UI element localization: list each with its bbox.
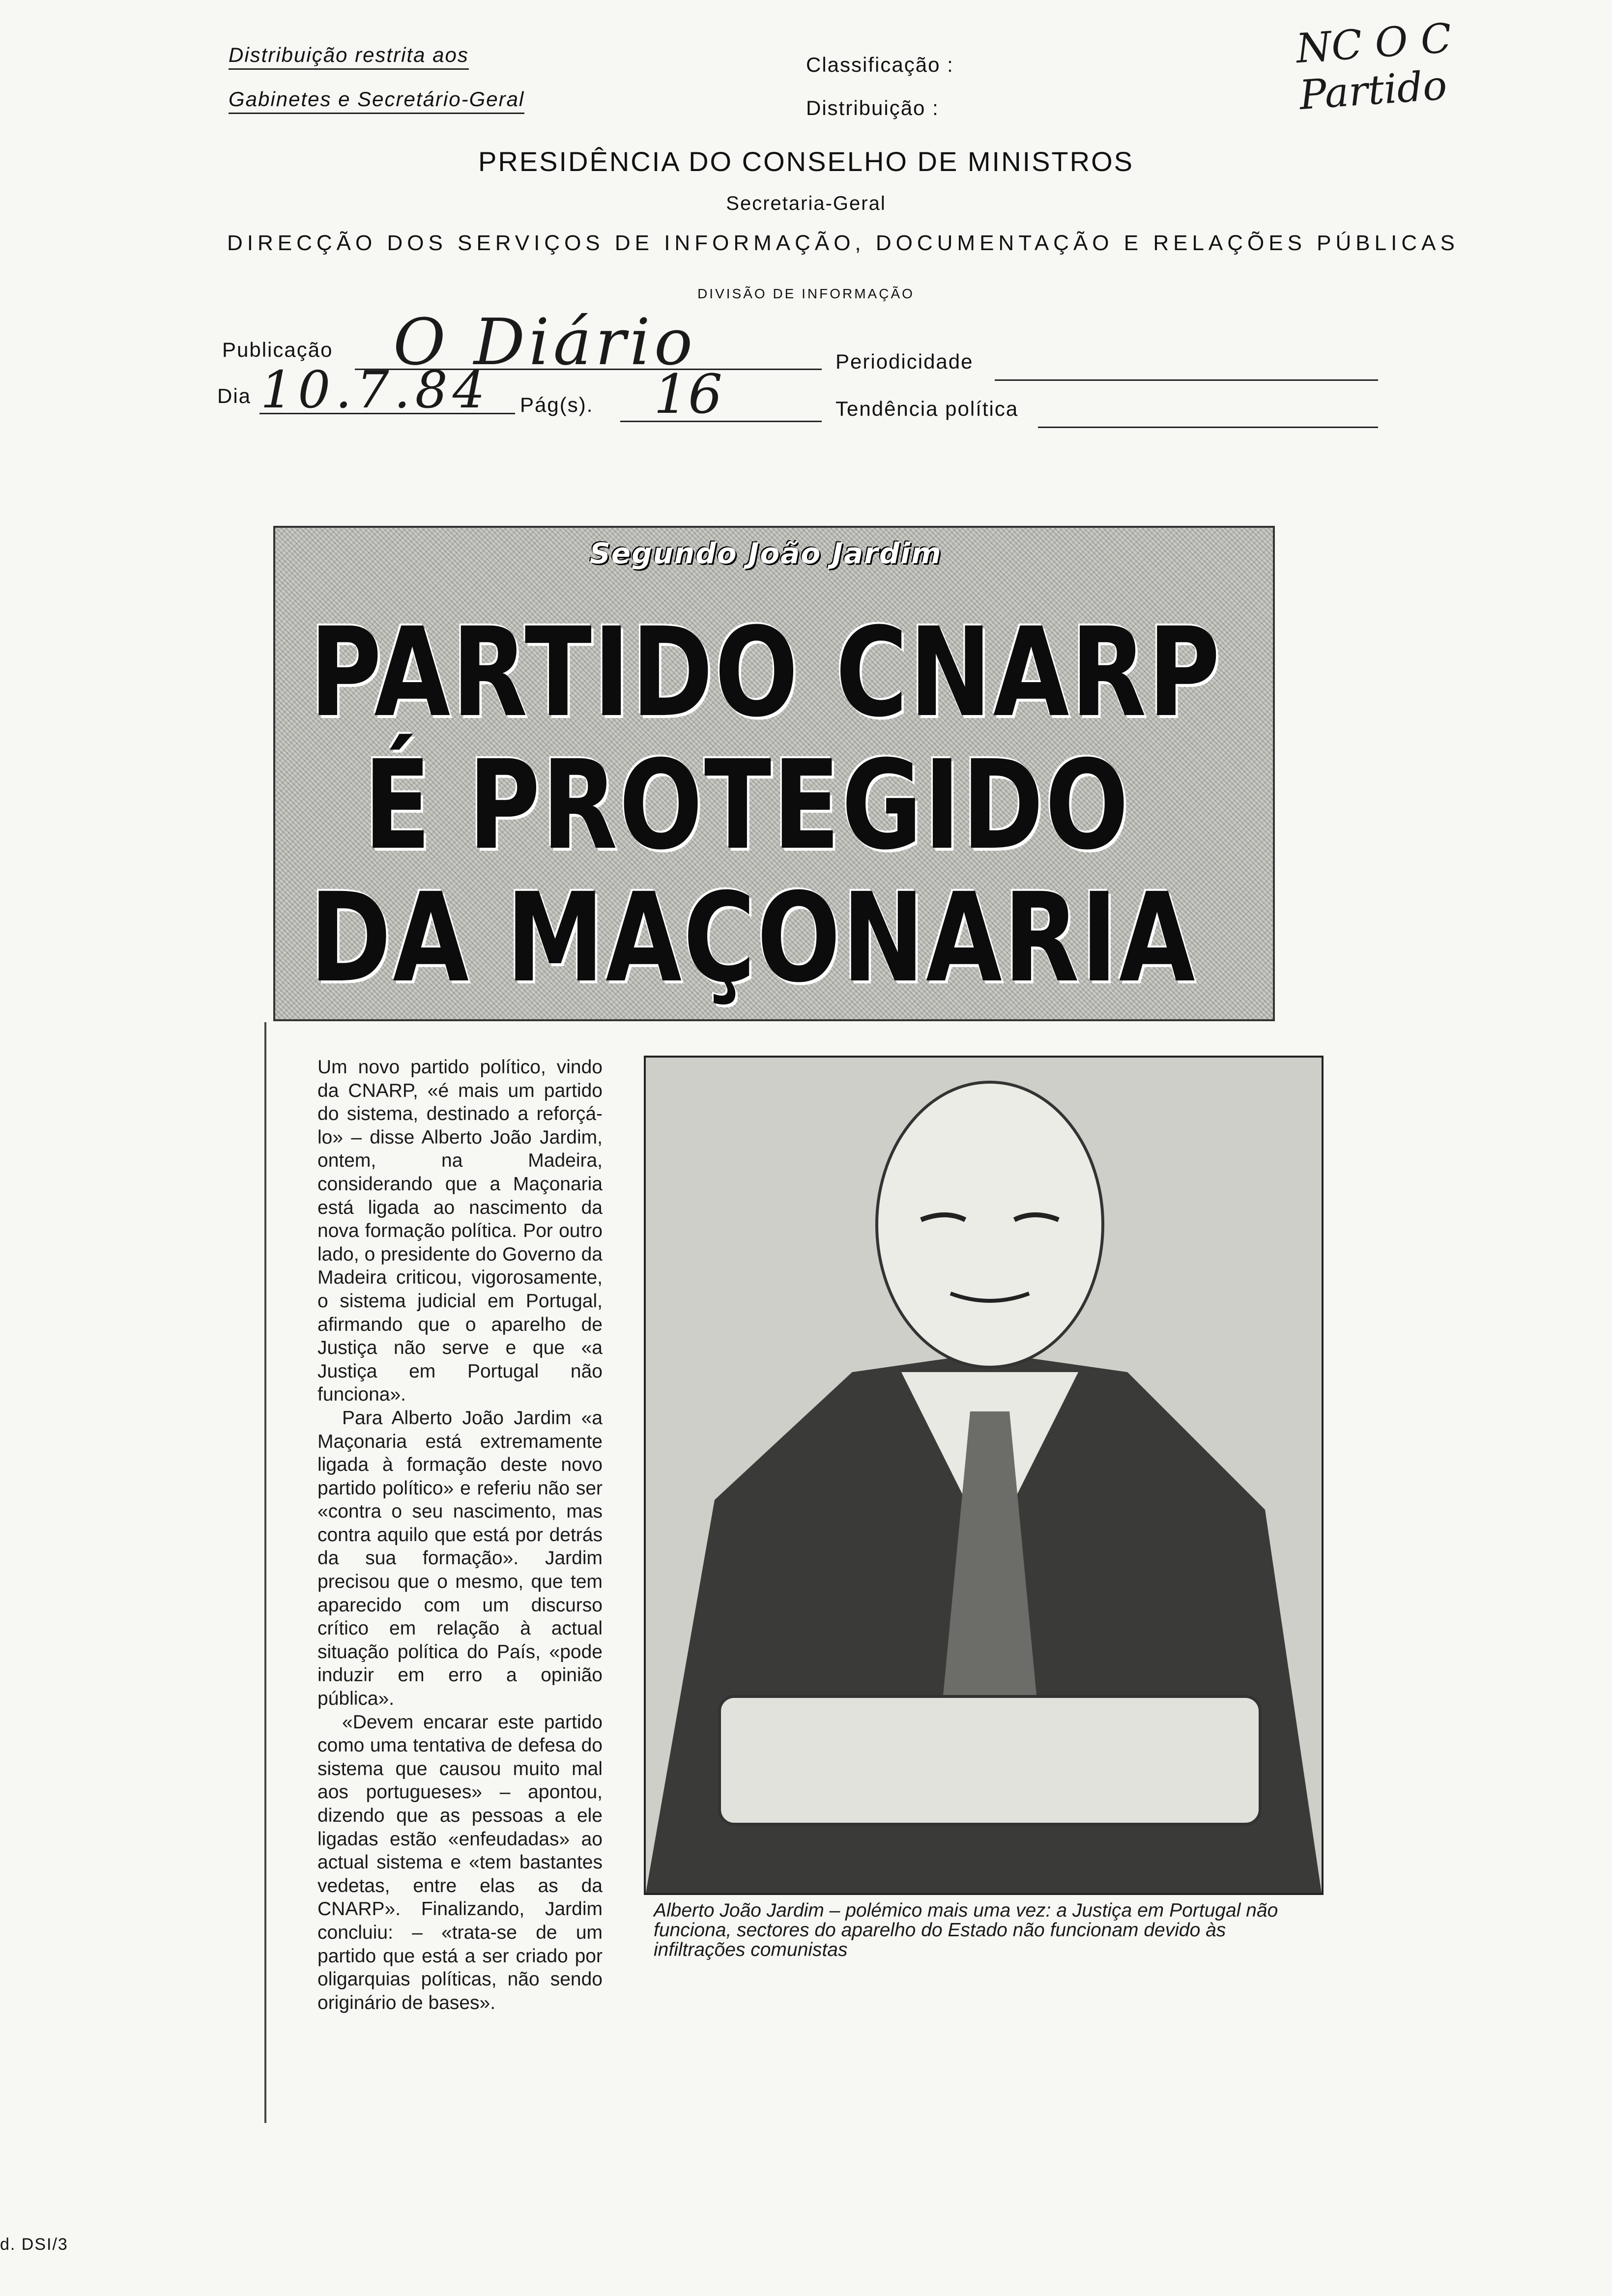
day-value: 10.7.84 — [260, 360, 490, 420]
periodicity-line — [995, 379, 1378, 381]
article-paragraph-2: Para Alberto João Jardim «a Maçonaria está extremamente ligada à formação deste novo partido político» e referiu não ser «contra o seu nascimento, mas contra aquilo que está por detrás da sua formação». Jardim precisou que o mesmo, que tem aparecido com um discurso crítico em relação à actual situação política do País, «pode induzir em erro a opinião pública». — [317, 1407, 603, 1710]
pages-value: 16 — [654, 363, 722, 426]
publication-value: O Diário — [393, 305, 697, 379]
day-label: Dia — [217, 384, 252, 407]
handwritten-note: NC O C Partido — [1295, 15, 1453, 119]
periodicity-label: Periodicidade — [835, 350, 974, 373]
kicker: Segundo João Jardim — [590, 537, 942, 570]
distribution-label: Distribuição : — [806, 96, 939, 119]
portrait-illustration — [646, 1058, 1322, 1893]
directorate-title: DIRECÇÃO DOS SERVIÇOS DE INFORMAÇÃO, DOCUMENTAÇÃO E RELAÇÕES PÚBLICAS — [227, 231, 1459, 255]
photo-alberto-joao-jardim — [644, 1056, 1324, 1895]
publication-label: Publicação — [222, 338, 333, 361]
pages-label: Pág(s). — [520, 393, 594, 416]
headline-box — [273, 526, 1275, 1021]
photo-caption: Alberto João Jardim – polémico mais uma vez: a Justiça em Portugal não funciona, sectores do aparelho do Estado não funcionam devido às infiltrações comunistas — [654, 1900, 1278, 1960]
headline-line-1: PARTIDO CNARP — [310, 601, 1222, 744]
article-paragraph-1: Um novo partido político, vindo da CNARP, «é mais um partido do sistema, destinado a reforçá-lo» – disse Alberto João Jardim, ontem, na Madeira, considerando que a Maçonaria está ligada ao nascimento da nova formação política. Por outro lado, o presidente do Governo da Madeira criticou, vigorosamente, o sistema judicial em Portugal, afirmando que o aparelho de Justiça não serve e que «a Justiça em Portugal não funciona». — [317, 1057, 603, 1406]
division-title: DIVISÃO DE INFORMAÇÃO — [697, 286, 915, 301]
column-rule — [264, 1022, 266, 2123]
form-code: d. DSI/3 — [0, 2235, 68, 2254]
article-paragraph-3: «Devem encarar este partido como uma tentativa de defesa do sistema que causou muito mal aos portugueses» – apontou, dizendo que as pessoas a ele ligadas estão «enfeudadas» ao actual sistema e «tem bastantes vedetas, entre elas as da CNARP». Finalizando, Jardim concluiu: – «trata-se de um partido que está a ser criado por oligarquias políticas, não sendo originário de bases». — [317, 1711, 603, 2013]
headline-line-3: DA MAÇONARIA — [310, 866, 1197, 1009]
secretariat-subtitle: Secretaria-Geral — [726, 193, 886, 214]
distribution-restriction-line2: Gabinetes e Secretário-Geral — [229, 87, 524, 111]
headline-line-2: É PROTEGIDO — [364, 734, 1130, 877]
distribution-restriction-line1: Distribuição restrita aos — [229, 43, 469, 67]
article-body — [317, 1056, 603, 2014]
political-tendency-label: Tendência política — [835, 397, 1019, 420]
presidency-title: PRESIDÊNCIA DO CONSELHO DE MINISTROS — [478, 146, 1134, 177]
political-tendency-line — [1038, 427, 1378, 428]
classification-label: Classificação : — [806, 53, 954, 76]
